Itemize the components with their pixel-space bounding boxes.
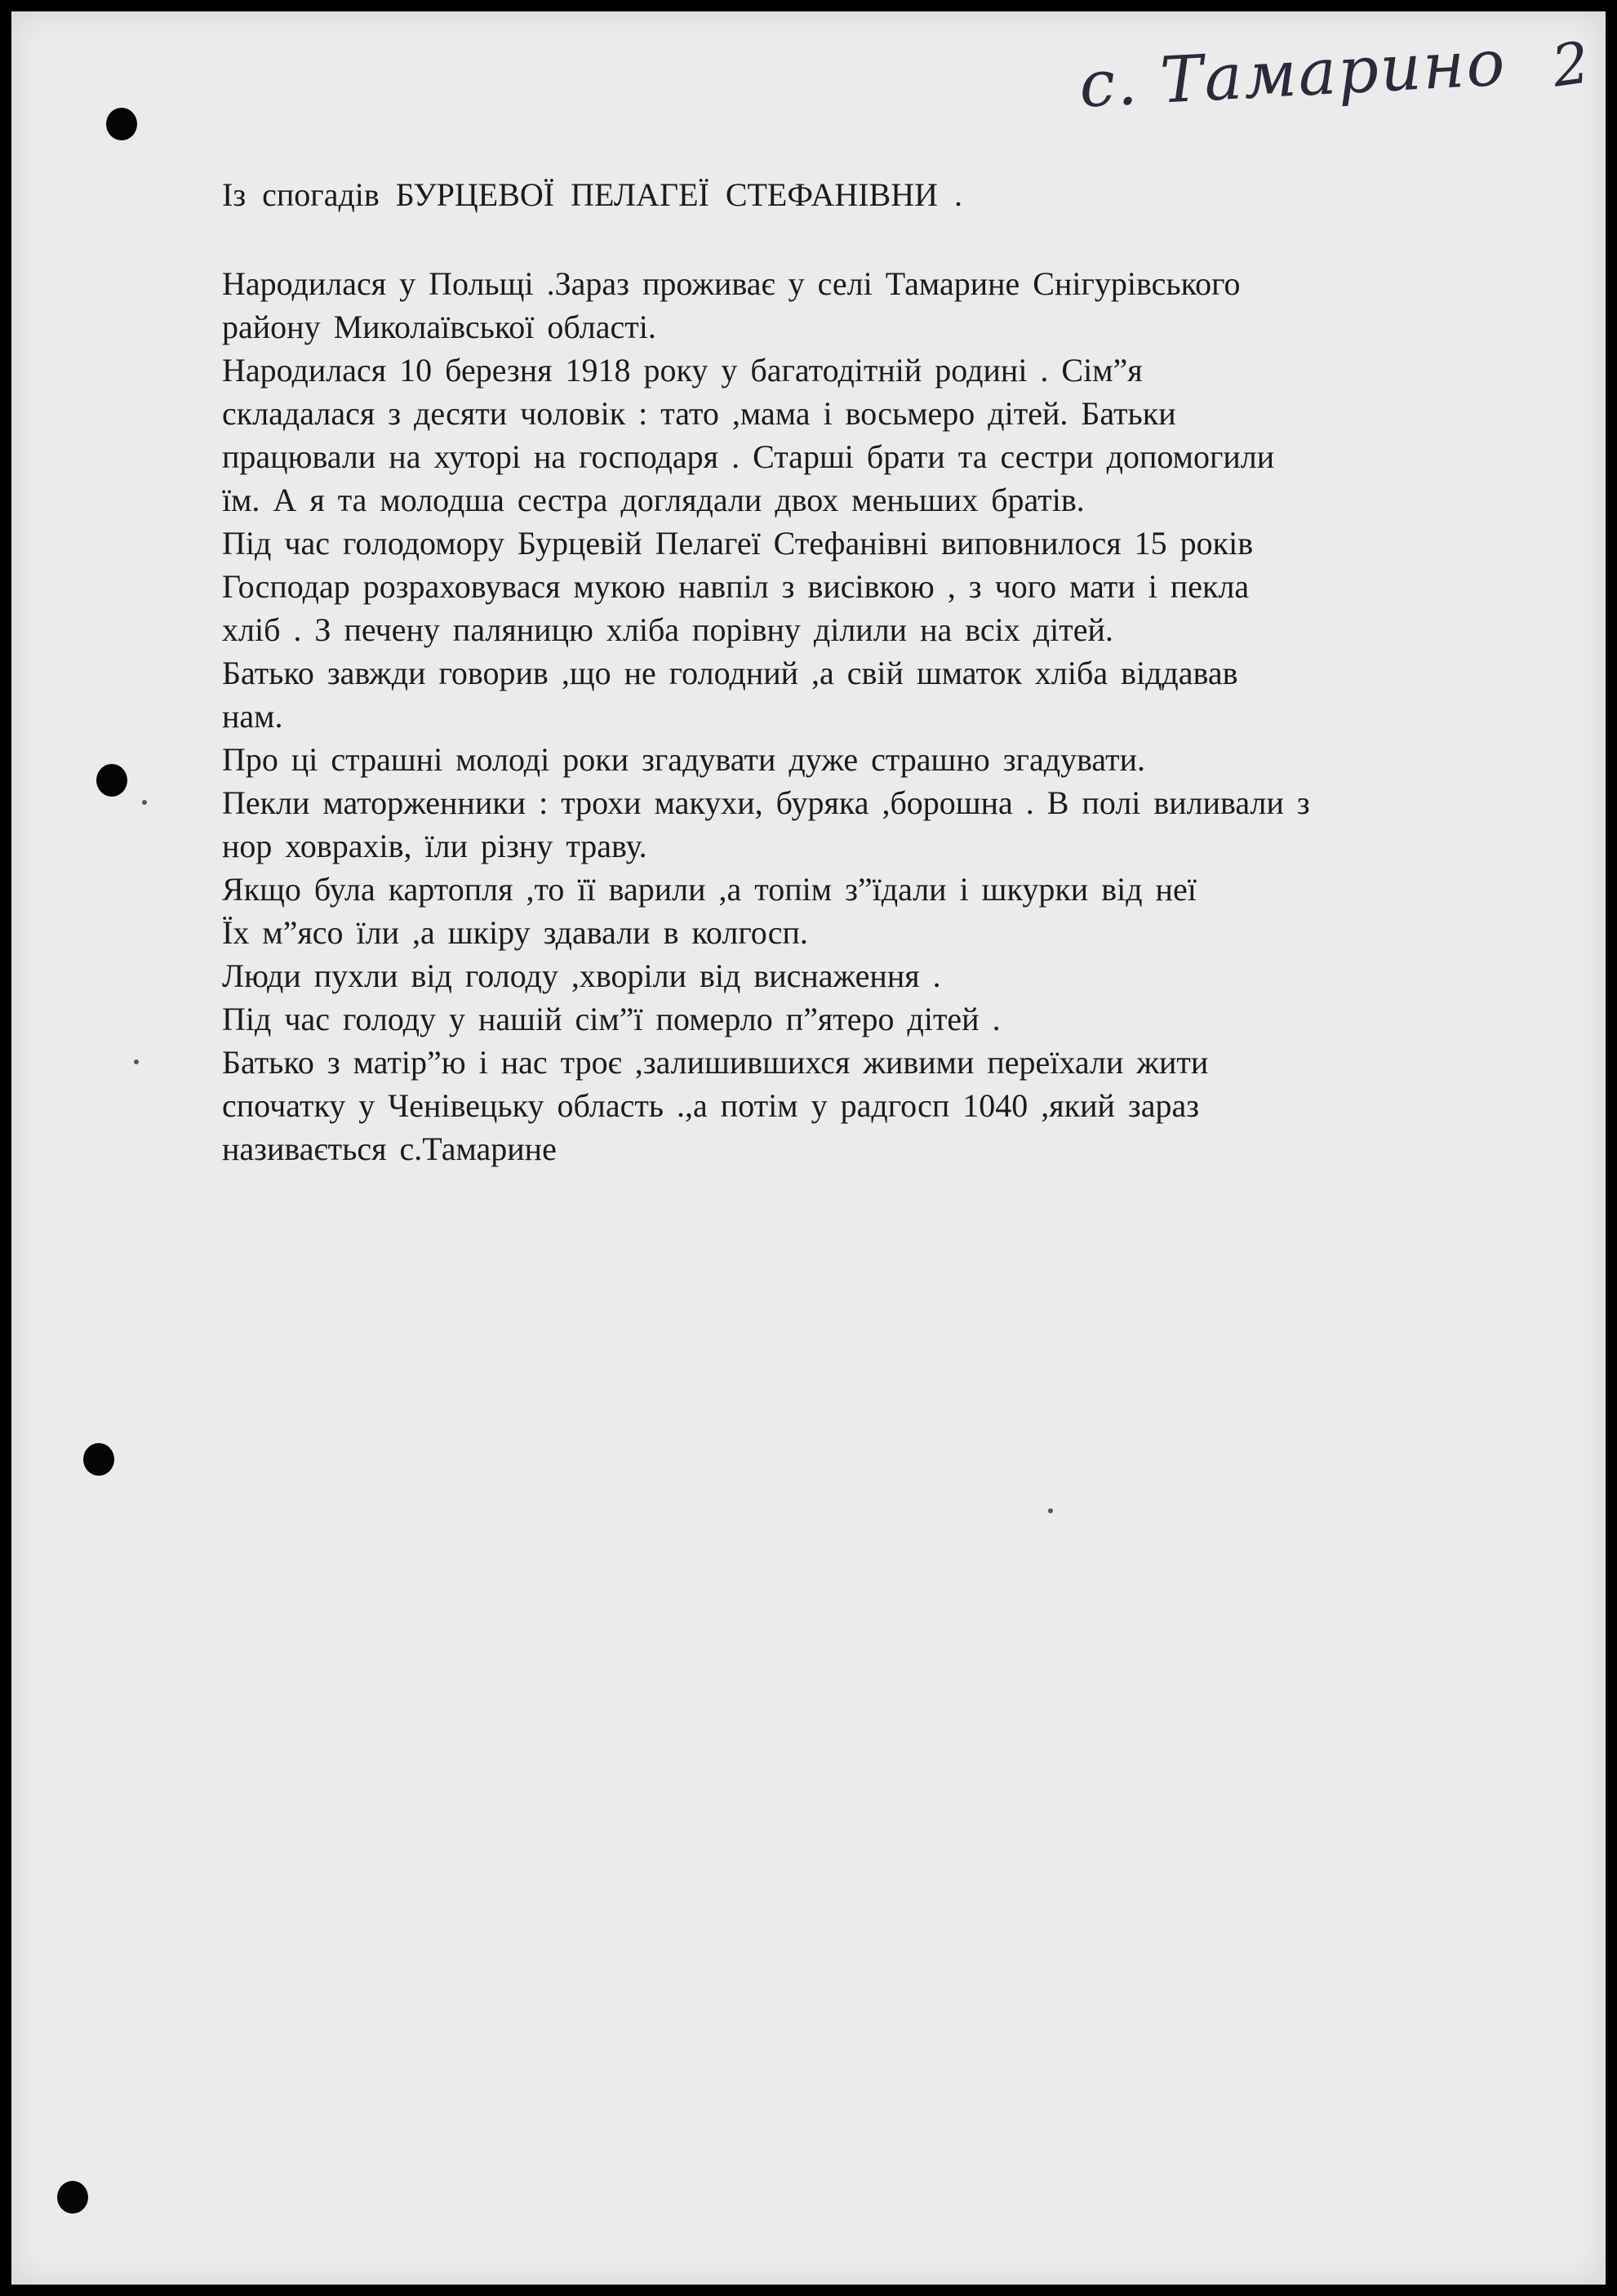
text-line: Під час голодомору Бурцевій Пелагеї Стефанівні виповнилося 15 років [222, 525, 1254, 562]
text-line: Про ці страшні молоді роки згадувати дуже страшно згадувати. [222, 741, 1146, 778]
punch-hole-3 [83, 1443, 114, 1476]
speck [134, 1059, 139, 1064]
text-line: нор ховрахів, їли різну траву. [222, 828, 647, 864]
text-line: Народилася у Польщі .Зараз проживає у селі Тамарине Снігурівського [222, 265, 1241, 302]
speck [1048, 1508, 1053, 1513]
text-line: спочатку у Ченівецьку область .,а потім у радгосп 1040 ,який зараз [222, 1087, 1200, 1124]
document-page [11, 11, 1606, 2285]
speck [142, 800, 147, 805]
text-line: Батько з матір”ю і нас троє ,залишившихся живими переїхали жити [222, 1044, 1209, 1081]
punch-hole-1 [106, 108, 137, 140]
text-line: Народилася 10 березня 1918 року у багатодітній родині . Сім”я [222, 352, 1143, 389]
text-line: Якщо була картопля ,то її варили ,а топім з”їдали і шкурки від неї [222, 871, 1197, 908]
text-line: Пекли маторженники : трохи макухи, буряка ,борошна . В полі виливали з [222, 784, 1310, 821]
text-line: їм. А я та молодша сестра доглядали двох меньших братів. [222, 482, 1085, 518]
text-line: Їх м”ясо їли ,а шкіру здавали в колгосп. [222, 914, 808, 951]
document-title: Із спогадів БУРЦЕВОЇ ПЕЛАГЕЇ СТЕФАНІВНИ . [222, 176, 962, 213]
text-line: хліб . З печену паляницю хліба порівну ділили на всіх дітей. [222, 611, 1113, 648]
text-line: Батько завжди говорив ,що не голодний ,а свій шматок хліба віддавав [222, 655, 1238, 691]
text-line: працювали на хуторі на господаря . Старші брати та сестри допомогили [222, 438, 1275, 475]
text-line: Люди пухли від голоду ,хворіли від виснаження . [222, 957, 941, 994]
text-line: Господар розраховувася мукою навпіл з висівкою , з чого мати і пекла [222, 568, 1250, 605]
text-line: називається с.Тамарине [222, 1130, 557, 1167]
text-line: Під час голоду у нашій сім”ї померло п”ятеро дітей . [222, 1001, 1001, 1037]
text-line: складалася з десяти чоловік : тато ,мама і восьмеро дітей. Батьки [222, 395, 1176, 432]
punch-hole-4 [57, 2181, 88, 2214]
handwritten-page-number: 2 [1548, 29, 1594, 100]
handwritten-place-note: с. Тамарино [1077, 26, 1508, 122]
text-line: району Миколаївської області. [222, 309, 656, 345]
text-line: нам. [222, 698, 283, 735]
document-body [222, 173, 1495, 1170]
punch-hole-2 [96, 764, 127, 797]
